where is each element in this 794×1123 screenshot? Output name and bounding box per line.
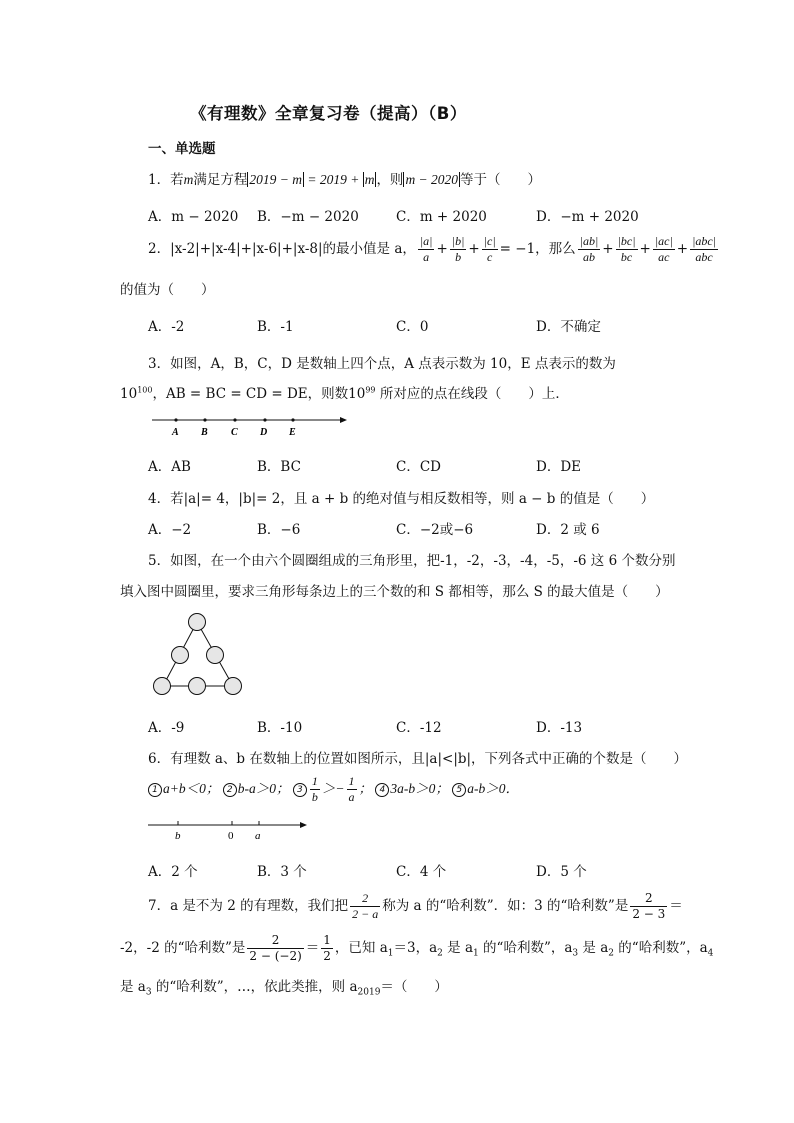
q1-expression: m − 2020 [405,172,459,187]
q6-label-a: a [255,830,261,842]
q3-label-e: E [289,427,296,438]
circle-bottom-left [154,678,171,695]
circle-top [189,614,206,631]
q6-number-line [148,815,308,843]
question-3: 3．如图，A，B，C，D 是数轴上四个点，A 点表示数为 10，E 点表示的数为 [148,356,616,372]
q2-frac-a: $\frac{|a|}{a}$ [419,234,433,264]
circle-right-mid [207,647,224,664]
q5-option-d[interactable]: D．-13 [536,720,583,736]
question-7: 7．a 是不为 2 的有理数，我们把 $\frac{2}{2 - a}$ 称为 a 的“哈利数”．如：3 的“哈利数”是 $\frac{2}{2 - 3}$ ＝ [148,891,683,921]
q4-option-d[interactable]: D．2 或 6 [536,522,600,538]
q2-frac-ab: $\frac{|ab|}{ab}$ [579,234,599,264]
q1-option-d[interactable]: D．−m + 2020 [536,209,639,225]
question-7-line2: -2，-2 的“哈利数”是 $\frac{2}{2 - (-2)}$ ＝ $\frac{1}{2}$ ，已知 $a_1=3$，$a_2$ 是 $a_1$ 的“哈利数”，$a_3$ 是 $a_2$ 的“哈利数”，$a_4$ [120,933,714,963]
q1-option-c[interactable]: C．m + 2020 [396,209,487,225]
q2-frac-ac: $\frac{|ac|}{ac}$ [654,234,673,264]
q2-option-b[interactable]: B．-1 [257,319,294,335]
q4-option-b[interactable]: B．−6 [257,522,301,538]
q5-option-b[interactable]: B．-10 [257,720,303,736]
q5-circle-triangle [148,610,248,700]
q6-option-a[interactable]: A．2 个 [148,864,198,880]
q4-option-c[interactable]: C．−2或−6 [396,522,474,538]
q2-option-a[interactable]: A．-2 [148,319,185,335]
question-3-line2: $10^{100}$，AB = BC = CD = DE，则数$10^{99}$ 所对应的点在线段（ ）上． [120,385,569,402]
q2-option-c[interactable]: C．0 [396,319,429,335]
q2-option-d[interactable]: D．不确定 [536,319,601,335]
question-6-items: 1 a+b＜0； 2 b-a＞0； 3 $\frac{1}{b}$ ＞− $\frac{1}{a}$ ； 4 3a-b＞0； 5 a-b＞0． [148,772,519,806]
q2-frac-bc: $\frac{|bc|}{bc}$ [617,234,636,264]
q3-label-c: C [231,427,238,438]
q2-frac-c: $\frac{|c|}{c}$ [483,234,496,264]
q3-option-a[interactable]: A．AB [148,459,191,475]
question-7-line3: 是 $a_3$ 的“哈利数”，…，依此类推，则 $a_{2019}=$（ ） [120,979,448,998]
q6-option-c[interactable]: C．4 个 [396,864,447,880]
question-5: 5．如图，在一个由六个圆圈组成的三角形里，把-1，-2，-3，-4，-5，-6 这 6 个数分别 [148,553,676,569]
q2-line2: 的值为（ ） [120,282,215,298]
q4-option-a[interactable]: A．−2 [148,522,192,538]
question-5-line2: 填入图中圆圈里，要求三角形每条边上的三个数的和 S 都相等，那么 S 的最大值是（ ） [120,584,669,600]
q5-option-a[interactable]: A．-9 [148,720,185,736]
q6-label-b: b [175,830,181,842]
section-heading: 一、单选题 [148,141,216,157]
q2-frac-b: $\frac{|b|}{b}$ [451,234,465,264]
circle-bottom-right [225,678,242,695]
circle-bottom-mid [189,678,206,695]
q1-option-b[interactable]: B．−m − 2020 [257,209,359,225]
q3-label-a: A [172,427,179,438]
question-2: 2．|x-2|+|x-4|+|x-6|+|x-8|的最小值是 a， $\frac{|a|}{a}$ + $\frac{|b|}{b}$ + $\frac{|c|}{c}$ = −1，那么 $\frac{|ab|}{ab}$ + $\frac{|bc|}{bc}$ + $\frac{|ac|}{ac}$ + $\frac{\text{|abc|}}{\text{abc}}$ [148,234,717,264]
question-1: 1．若m满足方程 2019 − m = 2019 + m ，则 m − 2020 等于（ ） [148,172,542,188]
q6-option-b[interactable]: B．3 个 [257,864,307,880]
q6-label-zero: 0 [228,830,234,842]
q2-frac-abc: $\frac{\text{|abc|}}{\text{abc}}$ [692,234,717,264]
q3-option-c[interactable]: C．CD [396,459,441,475]
q3-label-b: B [201,427,208,438]
question-6: 6．有理数 a、b 在数轴上的位置如图所示，且|a|<|b|，下列各式中正确的个数是（ ） [148,751,688,767]
q3-label-d: D [260,427,268,438]
q1-option-a[interactable]: A．m − 2020 [148,209,239,225]
page-title: 《有理数》全章复习卷（提高）（B） [190,104,467,123]
question-4: 4．若|a|= 4，|b|= 2，且 a + b 的绝对值与相反数相等，则 a − b 的值是（ ） [148,491,655,507]
q1-equation: 2019 − m = 2019 + m [249,172,375,187]
circle-left-mid [172,647,189,664]
q6-option-d[interactable]: D．5 个 [536,864,587,880]
q5-option-c[interactable]: C．-12 [396,720,442,736]
q3-option-d[interactable]: D．DE [536,459,582,475]
q3-option-b[interactable]: B．BC [257,459,301,475]
q3-number-line [150,410,350,440]
